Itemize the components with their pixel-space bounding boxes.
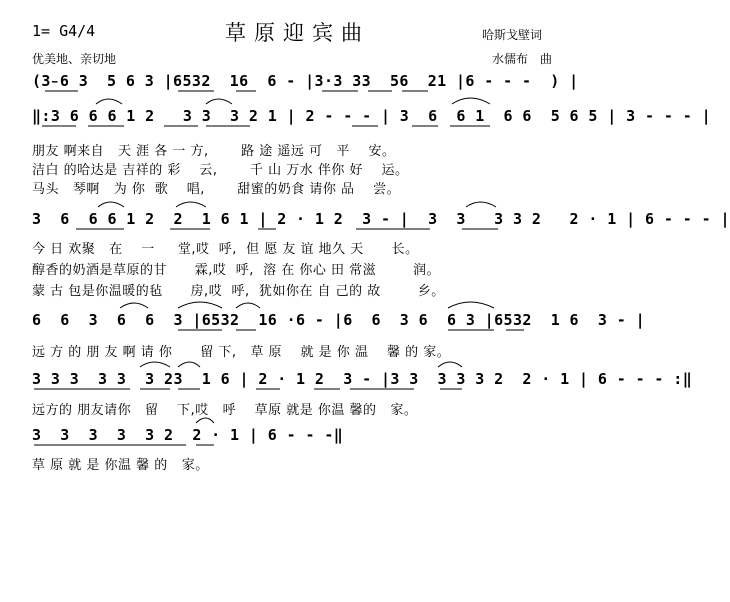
lyric-line-6: 草 原 就 是 你温 馨 的 家。 [32, 458, 209, 473]
lyricist-credit: 哈斯戈壁词 [482, 28, 543, 42]
notation-line-intro: (3̵6 3 5 6 3 |6532 16 6 - |3·3 33 56 21 |6 - - - ) | [32, 72, 579, 90]
notation-line-2: ‖:3 6 6 6 1 2 3 3 3 2 1 | 2 - - - | 3 6 6 1 6 6 5 6 5 | 3 - - - | [32, 107, 712, 125]
notation-line-5: 3 3 3 3 3 3 23 1 6 | 2 · 1 2 3 - |3 3 3 3 3 2 2 · 1 | 6 - - - :‖ [32, 370, 693, 388]
notation-line-6: 3 3 3 3 3 2 2 · 1 | 6 - - -‖ [32, 426, 344, 444]
lyric-line-3-verse-1: 今 日 欢聚 在 一 堂,哎 呼, 但 愿 友 谊 地久 天 长。 [32, 242, 419, 257]
lyric-line-2-verse-1: 朋友 啊来自 天 涯 各 一 方, 路 途 遥远 可 平 安。 [32, 144, 396, 159]
lyric-line-4: 远 方 的 朋 友 啊 请 你 留 下, 草 原 就 是 你 温 馨 的 家。 [32, 345, 451, 360]
lyric-line-2-verse-2: 洁白 的哈达是 吉祥的 彩 云, 千 山 万水 伴你 好 运。 [32, 163, 409, 178]
notation-line-4: 6 6 3 6 6 3 |6532 16 ·6 - |6 6 3 6 6 3 |6532 1 6 3 - | [32, 311, 645, 329]
song-title: 草原迎宾曲 [225, 21, 370, 45]
lyric-line-3-verse-3: 蒙 古 包是你温暖的毡 房,哎 呼, 犹如你在 自 己的 故 乡。 [32, 284, 445, 299]
lyric-line-5: 远方的 朋友请你 留 下,哎 呼 草原 就是 你温 馨的 家。 [32, 403, 418, 418]
composer-credit: 水儒布 曲 [492, 52, 553, 66]
notation-line-3: 3 6 6 6 1 2 2 1 6 1 | 2 · 1 2 3 - | 3 3 3 3 2 2 · 1 | 6 - - - | [32, 210, 730, 228]
lyric-line-3-verse-2: 醇香的奶酒是草原的甘 霖,哎 呼, 溶 在 你心 田 常滋 润。 [32, 263, 441, 278]
tempo-expression: 优美地、亲切地 [32, 52, 117, 66]
key-signature: 1= G4/4 [32, 22, 96, 40]
lyric-line-2-verse-3: 马头 琴啊 为 你 歌 唱, 甜蜜的奶食 请你 品 尝。 [32, 182, 401, 197]
